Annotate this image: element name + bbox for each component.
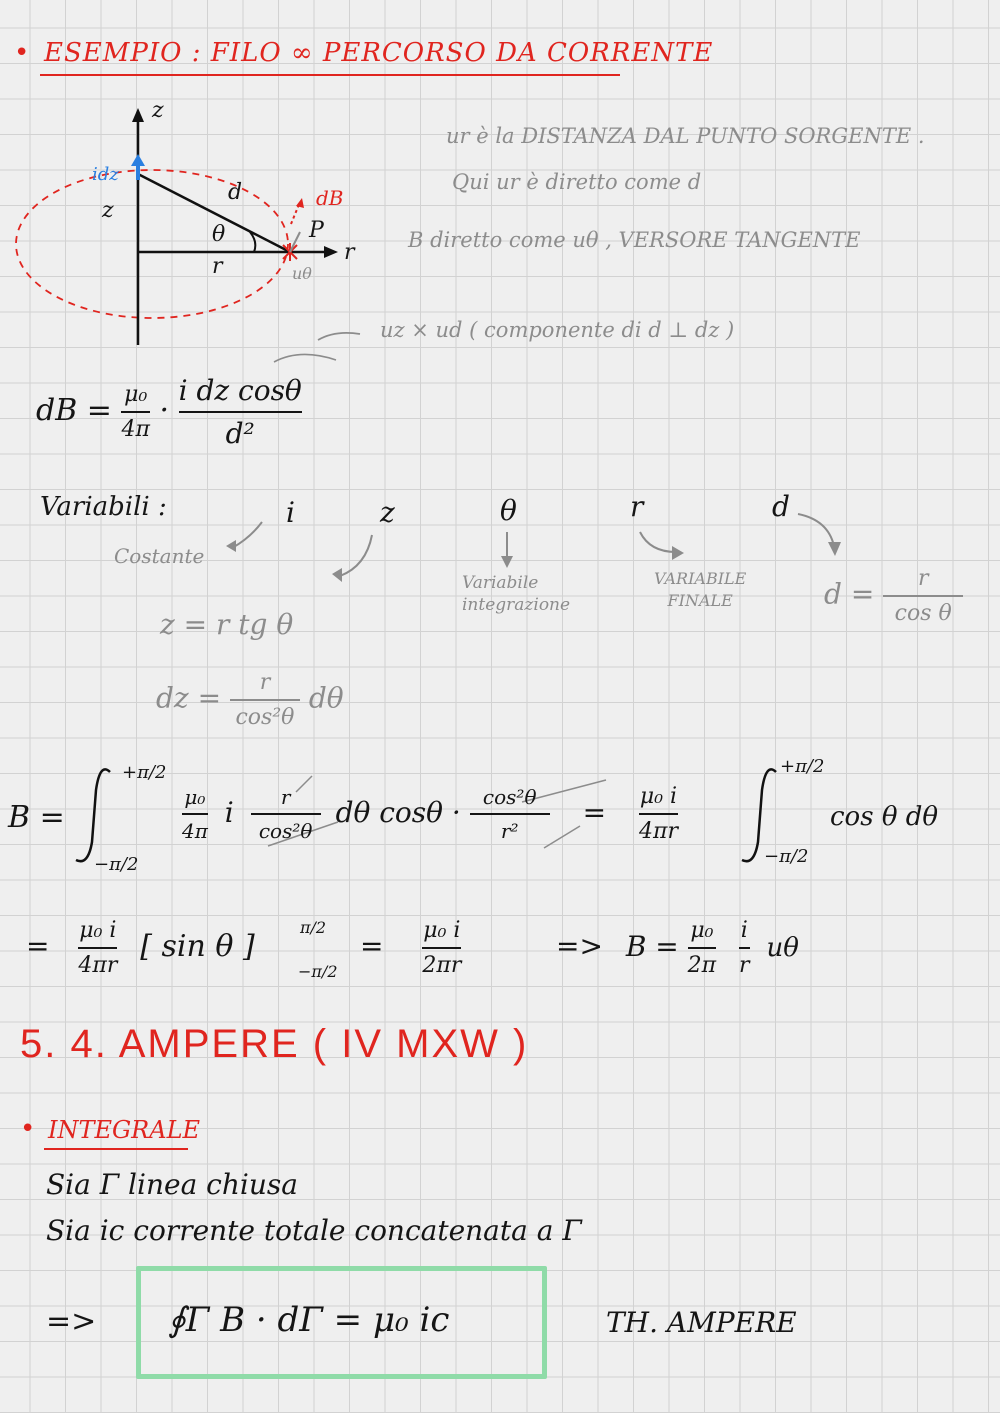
z-axis-label: z [152,98,164,123]
d-label: d [228,180,243,205]
variables-label: Variabili : [40,492,167,522]
cos-brace [274,354,336,362]
res-num1: μ₀ i [79,918,117,943]
res-eq: = [26,929,50,963]
res-frac-3 [688,918,716,978]
ic-line: Sia ic corrente totale concatenata a Γ [46,1214,582,1247]
vec-B: B = [625,929,679,963]
res-frac-1 [78,918,117,978]
res-den2: 2πr [422,953,462,978]
idz-label: idz [92,164,119,185]
ampere-formula: ∮Γ B · dΓ = μ₀ ic [168,1300,450,1340]
var-i: i [286,496,295,529]
idz-arrow-icon [131,154,145,166]
int-cos2-den: cos²θ [258,819,313,843]
res-frac-2 [422,918,461,978]
final-variable-l1: VARIABILE [654,569,747,588]
integral-sign-1 [76,769,110,861]
P-label: P [309,218,324,243]
ampere-implies: => [46,1304,97,1339]
arrow-r [640,532,676,552]
ampere-label: TH. AMPERE [606,1306,797,1339]
cos2-over-r2-frac [470,785,550,843]
d-eq-num: r [917,566,929,591]
int-res-den: 4πr [639,819,678,844]
costante-note: Costante [114,544,205,568]
note-B-direction: B diretto come uθ , VERSORE TANGENTE [408,228,861,252]
four-pi: 4π [121,417,150,442]
d-eq-lhs: d = [824,577,875,611]
res-num4: i [740,918,748,943]
integration-note-l2: integrazione [462,595,571,615]
d-eq-fraction [883,566,963,626]
dz-fraction [230,670,300,730]
res-den3: 2π [687,953,717,978]
dz-tail: dθ [308,681,344,715]
var-z: z [380,496,395,529]
integrale-bullet: • [20,1114,36,1144]
field-line-circle [16,170,288,318]
formula-dB [36,374,302,450]
note-ur-direction: Qui ur è diretto come d [452,170,702,194]
res-num3: μ₀ [690,918,714,943]
dB-denominator: d² [225,417,255,450]
note-cross-product: uz × ud ( componente di d ⊥ dz ) [380,318,735,342]
z-axis-arrow-icon [132,108,144,122]
int-eq: = [582,795,607,829]
title-bullet: • [14,38,30,68]
int-r2-den: r² [500,819,519,843]
var-d: d [772,490,790,523]
r-axis-arrow-icon [324,246,338,258]
dz-num: r [259,670,271,695]
d-equation [824,566,963,626]
int-i: i [224,795,234,829]
gamma-line: Sia Γ linea chiusa [46,1168,298,1201]
dz-den: cos²θ [235,705,295,730]
integrale-title: INTEGRALE [48,1116,201,1144]
var-theta: θ [500,494,517,527]
int-tail: dθ cosθ · [335,795,461,829]
var-r: r [630,490,644,523]
dz-lhs: dz = [156,681,222,715]
integral-lower-1: −π/2 [94,854,139,875]
res-den4: r [739,953,750,978]
B-equals: B = [8,800,65,835]
mu0-4pi-frac [182,785,208,843]
mu0: μ₀ [124,382,148,407]
r-segment-label: r [212,254,223,279]
utheta-vector [290,232,300,252]
utheta-label: uθ [292,264,312,283]
arrow-z-eq [340,535,372,576]
dB-numerator: i dz cosθ [178,374,302,407]
int-cos2-num: cos²θ [482,785,537,809]
integral-res-tail: cos θ dθ [830,802,939,832]
z-equation: z = r tg θ [160,608,294,641]
final-variable-note [654,568,746,612]
dz-equation [156,670,344,730]
final-variable-l2: FINALE [667,591,733,610]
result-final [556,918,799,978]
d-eq-den: cos θ [894,601,952,626]
int-r-num: r [280,785,291,809]
int-4pi: 4π [182,819,208,843]
integration-note-l1: Variabile [462,573,539,593]
u-theta: uθ [766,932,799,963]
dot: · [159,393,170,428]
res-num2: μ₀ i [423,918,461,943]
arrow-i-costante [232,522,262,548]
integral-upper-2: +π/2 [780,756,825,777]
res-frac-4 [739,918,750,978]
result-line-2 [360,918,461,978]
section-title: 5. 4. AMPERE ( IV MXW ) [20,1022,529,1066]
int-res-num: μ₀ i [639,784,678,809]
z-segment-label: z [102,198,114,223]
sin-bracket: [ sin θ ] [140,928,255,964]
mu0-over-4pi [121,382,149,442]
integration-note [462,572,570,616]
dB-label: dB [316,186,344,210]
integral-upper-1: +π/2 [122,762,167,783]
bracket-upper: π/2 [300,918,327,937]
result-line [26,918,255,978]
mu0i-4pir-frac [639,784,678,844]
example-title: ESEMPIO : FILO ∞ PERCORSO DA CORRENTE [44,38,714,68]
theta-label: θ [212,222,226,247]
dB-lhs: dB = [36,393,112,428]
integral-lower-2: −π/2 [764,846,809,867]
dB-fraction [179,374,302,450]
bracket-lower: −π/2 [298,962,338,981]
integral-body [182,784,678,844]
int-mu0: μ₀ [184,785,206,809]
arrow-d [798,514,834,546]
implies: => [556,929,603,963]
res-den1: 4πr [78,953,118,978]
r-over-cos2-frac [251,785,321,843]
res-eq2: = [360,929,384,963]
cross-arrow [318,333,360,340]
r-axis-label: r [344,240,355,265]
note-ur-distance: ur è la DISTANZA DAL PUNTO SORGENTE . [446,124,925,148]
integrale-underline [44,1148,188,1150]
